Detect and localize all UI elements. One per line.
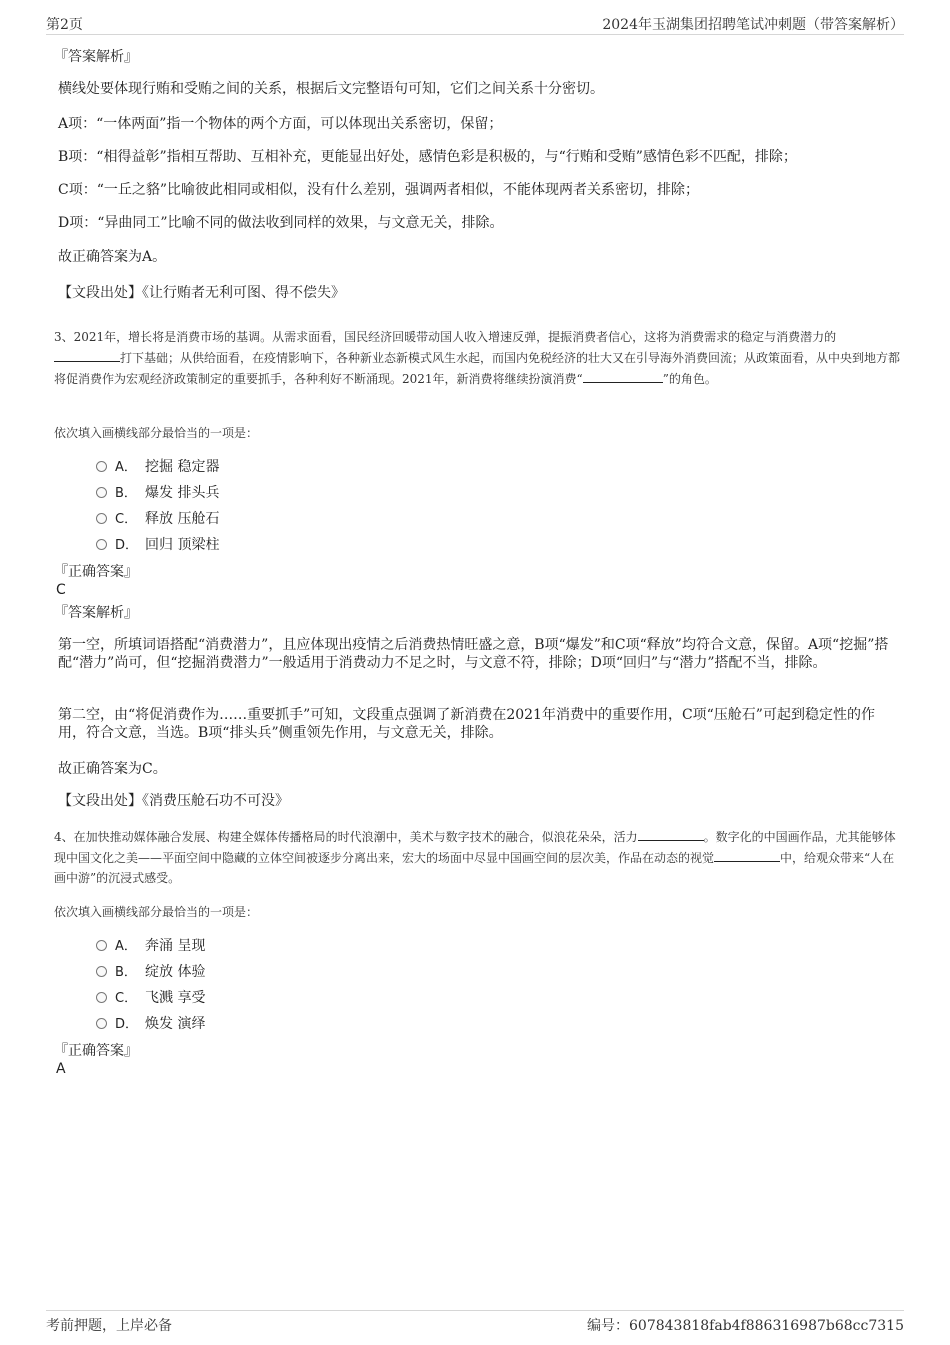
question-4-prompt: 依次填入画横线部分最恰当的一项是：	[54, 905, 259, 919]
analysis-label: 『答案解析』	[54, 605, 138, 621]
question-4-text-2: 。数字化的中国画作品，尤其能够体现中国文化之美——平面空间中隐藏的立体空间被逐步分离出来，宏大的场面中尽显中国画空间的层次美，作品在动态的视觉	[54, 830, 896, 865]
source-citation: 【文段出处】《消费压舱石功不可没》	[58, 793, 289, 809]
option-text: 回归 顶梁柱	[145, 537, 220, 553]
analysis-option-d: D项：“异曲同工”比喻不同的做法收到同样的效果，与文意无关，排除。	[58, 215, 504, 231]
analysis-paragraph: 第二空，由“将促消费作为……重要抓手”可知，文段重点强调了新消费在2021年消费中的重要作用，C项“压舱石”可起到稳定性的作用，符合文意，当选。B项“排头兵”侧重领先作用，与文意无关，排除。	[58, 707, 875, 741]
question-3-text-1: 3、2021年，增长将是消费市场的基调。从需求面看，国民经济回暖带动国人收入增速反弹，提振消费者信心，这将为消费需求的稳定与消费潜力的	[54, 330, 837, 344]
page-header	[46, 12, 904, 35]
radio-icon[interactable]	[96, 461, 107, 472]
option-text: 焕发 演绎	[145, 1016, 206, 1032]
question-3-option-d[interactable]	[96, 536, 219, 554]
question-4-option-c[interactable]	[96, 989, 205, 1007]
question-3-text-3: ”的角色。	[662, 372, 717, 386]
answer-conclusion: 故正确答案为C。	[58, 761, 167, 777]
question-3-option-a[interactable]	[96, 458, 219, 476]
document-id: 编号：607843818fab4f886316987b68cc7315	[587, 1318, 904, 1334]
question-3-prompt: 依次填入画横线部分最恰当的一项是：	[54, 426, 259, 440]
fill-blank	[583, 368, 663, 383]
document-title: 2024年玉湖集团招聘笔试冲刺题（带答案解析）	[602, 17, 904, 33]
question-4-option-d[interactable]	[96, 1015, 205, 1033]
option-text: 挖掘 稳定器	[145, 459, 220, 475]
option-letter: D．	[115, 538, 139, 553]
source-citation: 【文段出处】《让行贿者无利可图、得不偿失》	[58, 285, 345, 301]
option-letter: B．	[115, 486, 137, 501]
option-letter: D．	[115, 1017, 139, 1032]
option-text: 飞溅 享受	[145, 990, 206, 1006]
question-3-option-c[interactable]	[96, 510, 219, 528]
correct-answer-label: 『正确答案』	[54, 1043, 138, 1059]
correct-answer-label: 『正确答案』	[54, 564, 138, 580]
option-letter: B．	[115, 965, 137, 980]
option-letter: C．	[115, 512, 138, 527]
analysis-option-a: A项：“一体两面”指一个物体的两个方面，可以体现出关系密切，保留；	[58, 116, 503, 132]
question-4-text-3: 中，给观众带来“人在画中游”的沉浸式感受。	[54, 851, 895, 885]
question-3-text-2: 打下基础；从供给面看，在疫情影响下，各种新业态新模式风生水起，而国内免税经济的壮大又在引导海外消费回流；从政策面看，从中央到地方都将促消费作为宏观经济政策制定的重要抓手，各种利好不断涌现。2021年，新消费将继续扮演消费“	[54, 351, 901, 386]
option-text: 绽放 体验	[145, 964, 206, 980]
analysis-paragraph: 横线处要体现行贿和受贿之间的关系，根据后文完整语句可知，它们之间关系十分密切。	[58, 81, 604, 97]
page-number: 第2页	[46, 17, 83, 33]
fill-blank	[714, 847, 780, 862]
analysis-option-c: C项：“一丘之貉”比喻彼此相同或相似，没有什么差别，强调两者相似，不能体现两者关系密切，排除；	[58, 182, 700, 198]
analysis-option-b: B项：“相得益彰”指相互帮助、互相补充，更能显出好处，感情色彩是积极的，与“行贿和受贿”感情色彩不匹配，排除；	[58, 149, 797, 165]
option-letter: C．	[115, 991, 138, 1006]
analysis-label: 『答案解析』	[54, 49, 138, 65]
radio-icon[interactable]	[96, 487, 107, 498]
fill-blank	[54, 347, 120, 362]
radio-icon[interactable]	[96, 940, 107, 951]
question-4-text-1: 4、在加快推动媒体融合发展、构建全媒体传播格局的时代浪潮中，美术与数字技术的融合，似浪花朵朵，活力	[54, 830, 638, 844]
answer-conclusion: 故正确答案为A。	[58, 249, 167, 265]
radio-icon[interactable]	[96, 1018, 107, 1029]
option-text: 爆发 排头兵	[145, 485, 220, 501]
fill-blank	[638, 826, 704, 841]
radio-icon[interactable]	[96, 966, 107, 977]
radio-icon[interactable]	[96, 539, 107, 550]
question-4-stem	[54, 826, 900, 888]
option-letter: A．	[115, 460, 137, 475]
option-text: 释放 压舱石	[145, 511, 220, 527]
footer-slogan: 考前押题，上岸必备	[46, 1318, 172, 1334]
radio-icon[interactable]	[96, 992, 107, 1003]
correct-answer: A	[56, 1061, 66, 1077]
question-4-option-a[interactable]	[96, 937, 205, 955]
option-letter: A．	[115, 939, 137, 954]
radio-icon[interactable]	[96, 513, 107, 524]
option-text: 奔涌 呈现	[145, 938, 206, 954]
question-4-option-b[interactable]	[96, 963, 205, 981]
correct-answer: C	[56, 582, 66, 598]
page-footer	[46, 1310, 904, 1337]
analysis-paragraph: 第一空，所填词语搭配“消费潜力”，且应体现出疫情之后消费热情旺盛之意，B项“爆发”和C项“释放”均符合文意，保留。A项“挖掘”搭配“潜力”尚可，但“挖掘消费潜力”一般适用于消费动力不足之时，与文意不符，排除；D项“回归”与“潜力”搭配不当，排除。	[58, 637, 889, 671]
question-3-option-b[interactable]	[96, 484, 219, 502]
question-3-stem	[54, 327, 900, 389]
